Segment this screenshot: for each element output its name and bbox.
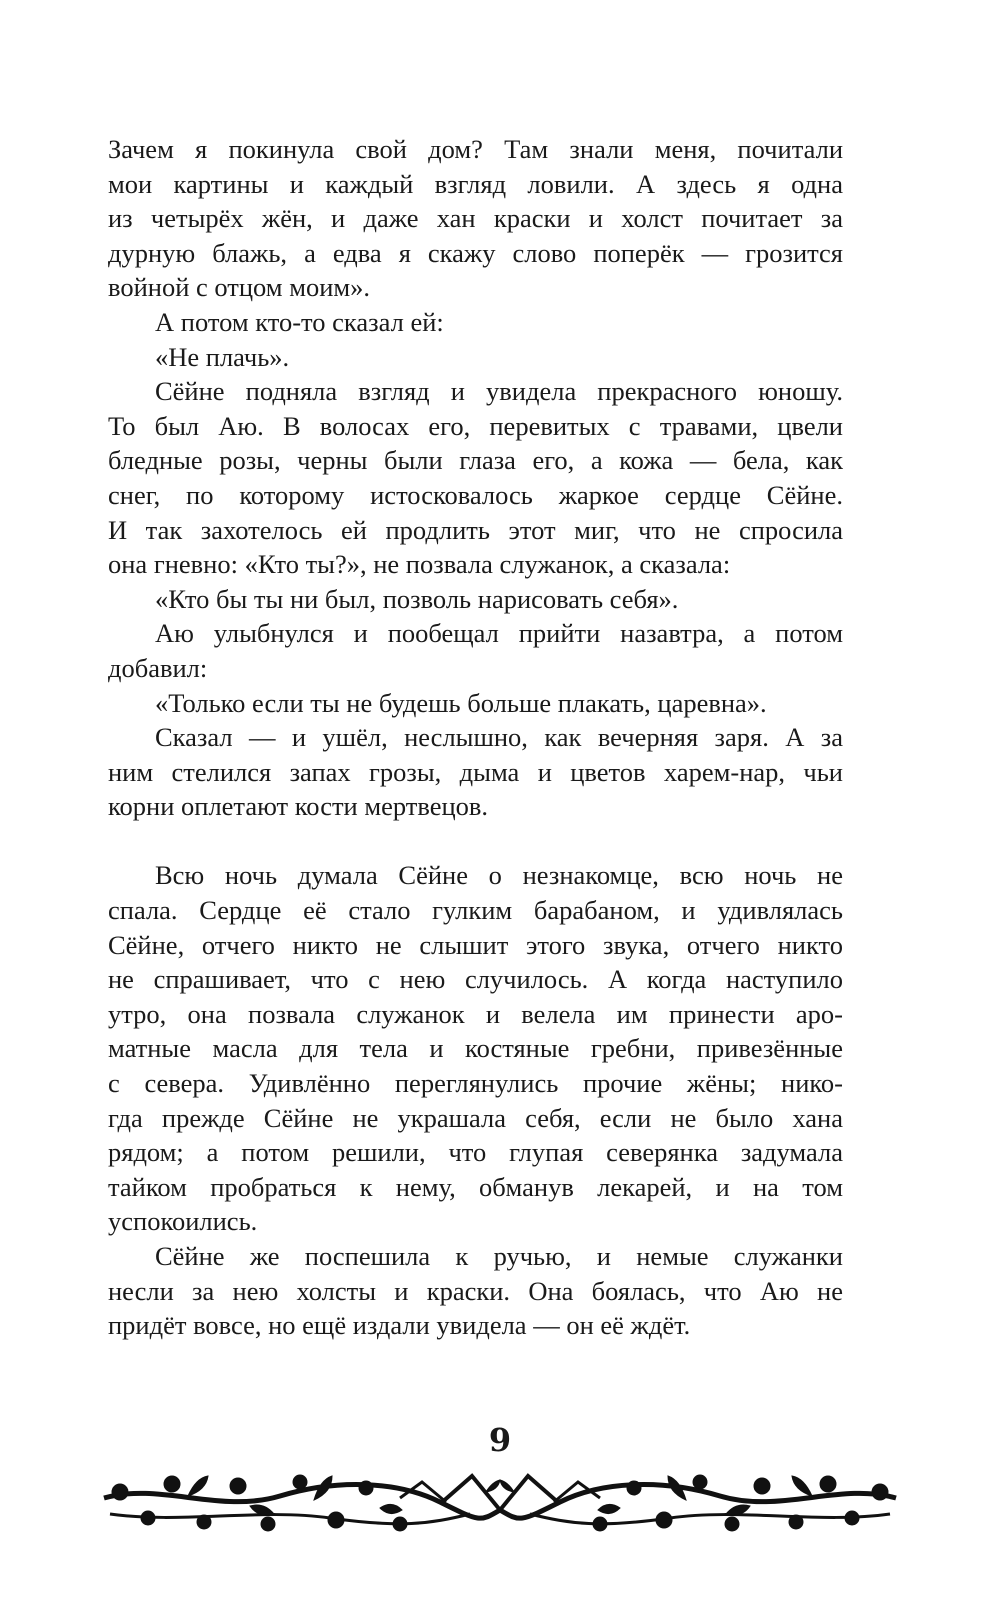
- text-line: с севера. Удивлённо переглянулись прочие жёны; нико-: [108, 1068, 843, 1099]
- text-line: дурную блажь, а едва я скажу слово поперёк — грозится: [108, 237, 843, 268]
- text-line: Сёйне же поспешила к ручью, и немые служанки: [155, 1241, 843, 1271]
- text-line: То был Аю. В волосах его, перевитых с травами, цвели: [108, 410, 843, 441]
- text-line: Всю ночь думала Сёйне о незнакомце, всю ночь не: [155, 860, 843, 891]
- text-line: снег, по которому истосковалось жаркое сердце Сёйне.: [108, 479, 843, 510]
- text-line: из четырёх жён, и даже хан краски и холст почитает за: [108, 203, 843, 234]
- text-line: корни оплетают кости мертвецов.: [108, 791, 489, 822]
- text-line: матные масла для тела и костяные гребни, привезённые: [108, 1033, 843, 1064]
- text-line: «Кто бы ты ни был, позволь нарисовать себя».: [155, 583, 679, 614]
- text-line: «Не плачь».: [155, 341, 290, 372]
- paragraph-gap: [108, 824, 843, 859]
- text-line: гда прежде Сёйне не украшала себя, если не было хана: [108, 1102, 843, 1133]
- text-line: тайком пробраться к нему, обманув лекарей, и на том: [108, 1171, 843, 1202]
- text-line: несли за нею холсты и краски. Она боялась, что Аю не: [108, 1275, 843, 1306]
- text-line: Сказал — и ушёл, неслышно, как вечерняя заря. А за: [155, 722, 843, 753]
- text-line: «Только если ты не будешь больше плакать, царевна».: [155, 687, 767, 718]
- text-line: мои картины и каждый взгляд ловили. А здесь я одна: [108, 168, 843, 199]
- text-line: она гневно: «Кто ты?», не позвала служанок, а сказала:: [108, 549, 731, 580]
- page-number: 9: [488, 1421, 512, 1459]
- text-line: Сёйне, отчего никто не слышит этого звука, отчего никто: [108, 929, 843, 960]
- text-line: И так захотелось ей продлить этот миг, что не спросила: [108, 514, 843, 545]
- text-line: А потом кто-то сказал ей:: [155, 306, 444, 337]
- text-line: успокоились.: [108, 1206, 258, 1237]
- text-line: бледные розы, черны были глаза его, а кожа — бела, как: [108, 445, 843, 476]
- text-line: ним стелился запах грозы, дыма и цветов харем-нар, чьи: [108, 756, 843, 787]
- text-line: Сёйне подняла взгляд и увидела прекрасного юношу.: [155, 376, 843, 407]
- vine-ornament: [100, 1452, 900, 1538]
- text-line: добавил:: [108, 652, 208, 683]
- text-line: придёт вовсе, но ещё издали увидела — он её ждёт.: [108, 1310, 691, 1341]
- text-line: войной с отцом моим».: [108, 272, 371, 303]
- text-line: рядом; а потом решили, что глупая северянка задумала: [108, 1137, 843, 1168]
- text-line: Зачем я покинула свой дом? Там знали меня, почитали: [108, 134, 843, 164]
- text-line: утро, она позвала служанок и велела им принести аро-: [108, 998, 843, 1029]
- body-text: [108, 132, 843, 1343]
- text-line: не спрашивает, что с нею случилось. А когда наступило: [108, 964, 843, 995]
- text-line: Аю улыбнулся и пообещал прийти назавтра, а потом: [155, 618, 843, 649]
- text-line: спала. Сердце её стало гулким барабаном, и удивлялась: [108, 895, 843, 926]
